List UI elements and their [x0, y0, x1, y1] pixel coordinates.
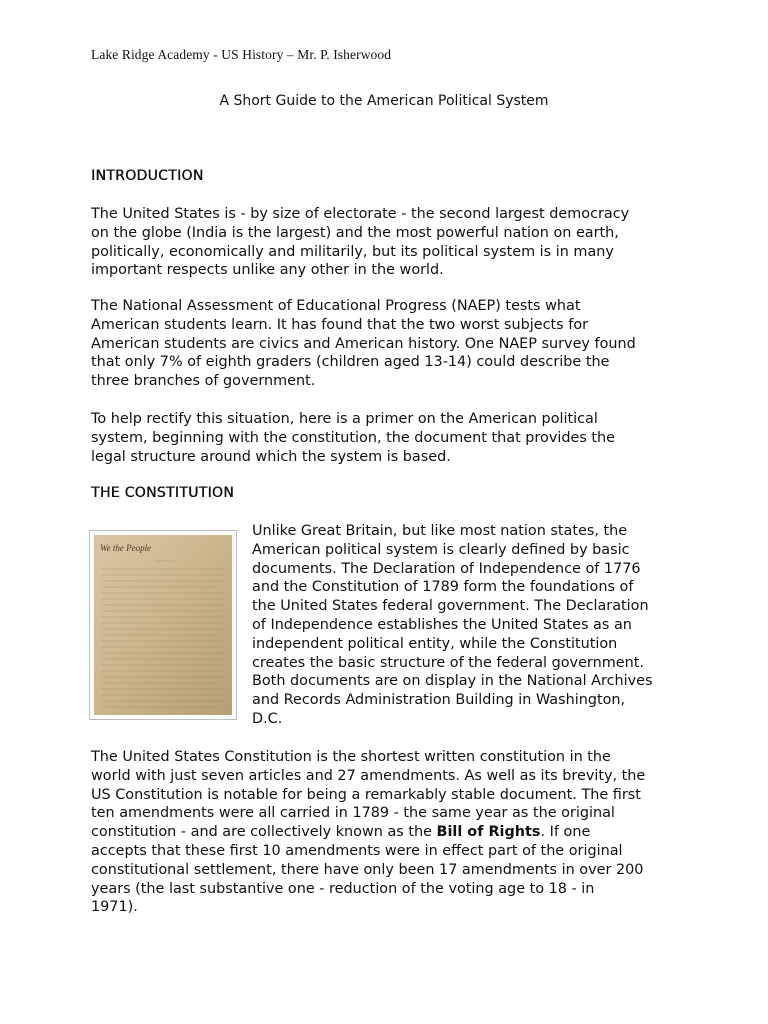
introduction-heading: INTRODUCTION — [91, 168, 204, 184]
introduction-paragraph-1: The United States is - by size of electorate - the second largest democracy on the globe (India is the largest) and the most powerful nation on earth, politically, economically and militarily, but its political system is in many important respects unlike any other in the world. — [91, 206, 630, 279]
introduction-paragraph-3: To help rectify this situation, here is a primer on the American political system, beginning with the constitution, the document that provides the legal structure around which the system is based. — [91, 411, 616, 465]
constitution-parchment-icon — [94, 535, 232, 715]
constitution-paragraph-1: Unlike Great Britain, but like most nation states, the American political system is clearly defined by basic documents. The Declaration of Independence of 1776 and the Constitution of 1789 form the foundations of the United States federal government. The Declaration of Independence establishes the United States as an independent political entity, while the Constitution creates the basic structure of the federal government. Both documents are on display in the National Archives and Records Administration Building in Washington, D.C. — [252, 523, 653, 727]
constitution-image — [89, 530, 237, 720]
constitution-paragraph-2: The United States Constitution is the shortest written constitution in the world with just seven articles and 27 amendments. As well as its brevity, the US Constitution is notable for being a remarkably stable document. The first ten amendments were all carried in 1789 - the same year as the original constitution - and are collectively known as the Bill of Rights. If one accepts that these first 10 amendments were in effect part of the original constitutional settlement, there have only been 17 amendments in over 200 years (the last substantive one - reduction of the voting age to 18 - in 1971). — [91, 749, 646, 916]
constitution-heading: THE CONSTITUTION — [91, 485, 234, 501]
header-course-line: Lake Ridge Academy - US History – Mr. P. Isherwood — [91, 47, 392, 62]
bill-of-rights-term: Bill of Rights — [436, 824, 541, 841]
introduction-paragraph-2: The National Assessment of Educational Progress (NAEP) tests what American students learn. It has found that the two worst subjects for American students are civics and American history. One NAEP survey found that only 7% of eighth graders (children aged 13-14) could describe the three branches of government. — [91, 298, 636, 390]
document-title: A Short Guide to the American Political System — [219, 93, 549, 109]
we-the-people-label: We the People — [100, 543, 152, 553]
